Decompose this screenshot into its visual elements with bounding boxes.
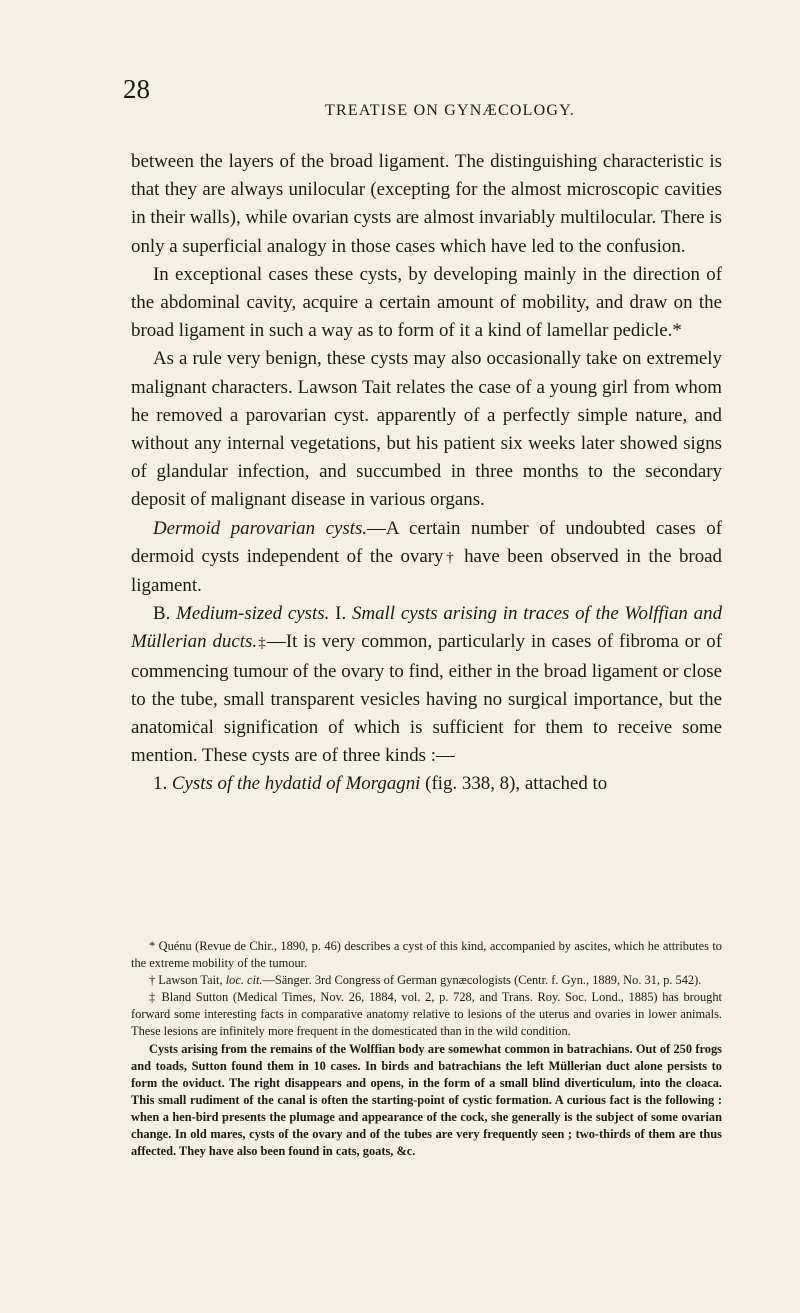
footnote-ref-dagger: † — [443, 549, 457, 566]
paragraph-2: In exceptional cases these cysts, by developing mainly in the direction of the abdominal cavity, acquire a certain amount of mobility, and draw on the broad ligament in such a way as to form of it a kind of lamellar pedicle.* — [131, 263, 722, 342]
medium-cysts-heading: Medium-sized cysts. — [176, 603, 330, 625]
footnote-1: * Quénu (Revue de Chir., 1890, p. 46) describes a cyst of this kind, accompanied by ascites, which he attributes to the extreme mobility of the tumour. — [131, 939, 722, 971]
dermoid-text-b: have been observed in the broad ligament. — [131, 545, 722, 597]
footnote-3: ‡ Bland Sutton (Medical Times, Nov. 26, 1884, vol. 2, p. 728, and Trans. Roy. Soc. Lond., 1885) has brought forward some interesting facts in comparative anatomy relative to lesions of the uterus and ovaries in lower animals. These lesions are infinitely more frequent in the domesticated than in the wild condition. — [131, 990, 722, 1039]
paragraph-3: As a rule very benign, these cysts may also occasionally take on extremely malignant characters. Lawson Tait relates the case of a young girl from whom he removed a parovarian cyst. apparently of a perfectly simple nature, and without any internal vegetations, but his patient six weeks later showed signs of glandular infection, and succumbed in three months to the secondary deposit of malignant disease in various organs. — [131, 348, 722, 511]
medium-cysts-text: —It is very common, particularly in cases of fibroma or of commencing tumour of the ovary to find, either in the broad ligament or close to the tube, small transparent vesicles having no surgical importance, but the anatomical signification of which is sufficient for them to receive some mention. These cysts are of three kinds :— — [131, 631, 723, 767]
footnote-2-loc-cit: loc. cit. — [225, 973, 263, 988]
item-one-prefix: 1. — [153, 773, 172, 795]
dermoid-heading: Dermoid parovarian cysts. — [153, 517, 368, 539]
footnote-2 — [131, 972, 722, 989]
footnotes — [131, 938, 722, 1160]
main-text — [131, 148, 722, 799]
paragraph-medium-cysts — [131, 600, 722, 770]
running-head: TREATISE ON GYNÆCOLOGY. — [325, 102, 575, 119]
page-number: 28 — [123, 74, 150, 104]
footnote-2-rest: —Sänger. 3rd Congress of German gynæcologists (Centr. f. Gyn., 1889, No. 31, p. 542). — [262, 973, 702, 988]
paragraph-1: between the layers of the broad ligament. The distinguishing characteristic is that they are always unilocular (excepting for the almost microscopic cavities in their walls), while ovarian cysts are almost invariably multilocular. There is only a superficial analogy in those cases which have led to the confusion. — [131, 151, 722, 257]
footnote-4: Cysts arising from the remains of the Wolffian body are somewhat common in batrachians. Out of 250 frogs and toads, Sutton found them in 10 cases. In birds and batrachians the left Müllerian duct alone persists to form the oviduct. The right disappears and opens, in the form of a small blind diverticulum, into the cloaca. This small rudiment of the canal is often the starting-point of cystic formation. A curious fact is the following : when a hen-bird presents the plumage and appearance of the cock, she generally is the subject of some ovarian change. In old mares, cysts of the ovary and of the tubes are very frequently seen ; two-thirds of them are thus affected. They have also been found in cats, goats, &c. — [131, 1041, 722, 1159]
hydatid-text: (fig. 338, 8), attached to — [420, 773, 608, 795]
paragraph-hydatid — [131, 770, 722, 798]
paragraph-dermoid — [131, 515, 722, 601]
small-cysts-heading: Small cysts arising in traces of the Wolffian and Müllerian ducts. — [131, 603, 723, 653]
footnote-ref-double-dagger: ‡ — [257, 635, 267, 652]
section-roman-one: I. — [329, 603, 352, 625]
footnote-2-author: † Lawson Tait, — [149, 973, 226, 988]
dermoid-text-a: —A certain number of undoubted cases of dermoid cysts independent of the ovary — [131, 517, 722, 567]
hydatid-heading: Cysts of the hydatid of Morgagni — [171, 773, 421, 795]
section-b-prefix: B. — [153, 603, 177, 625]
